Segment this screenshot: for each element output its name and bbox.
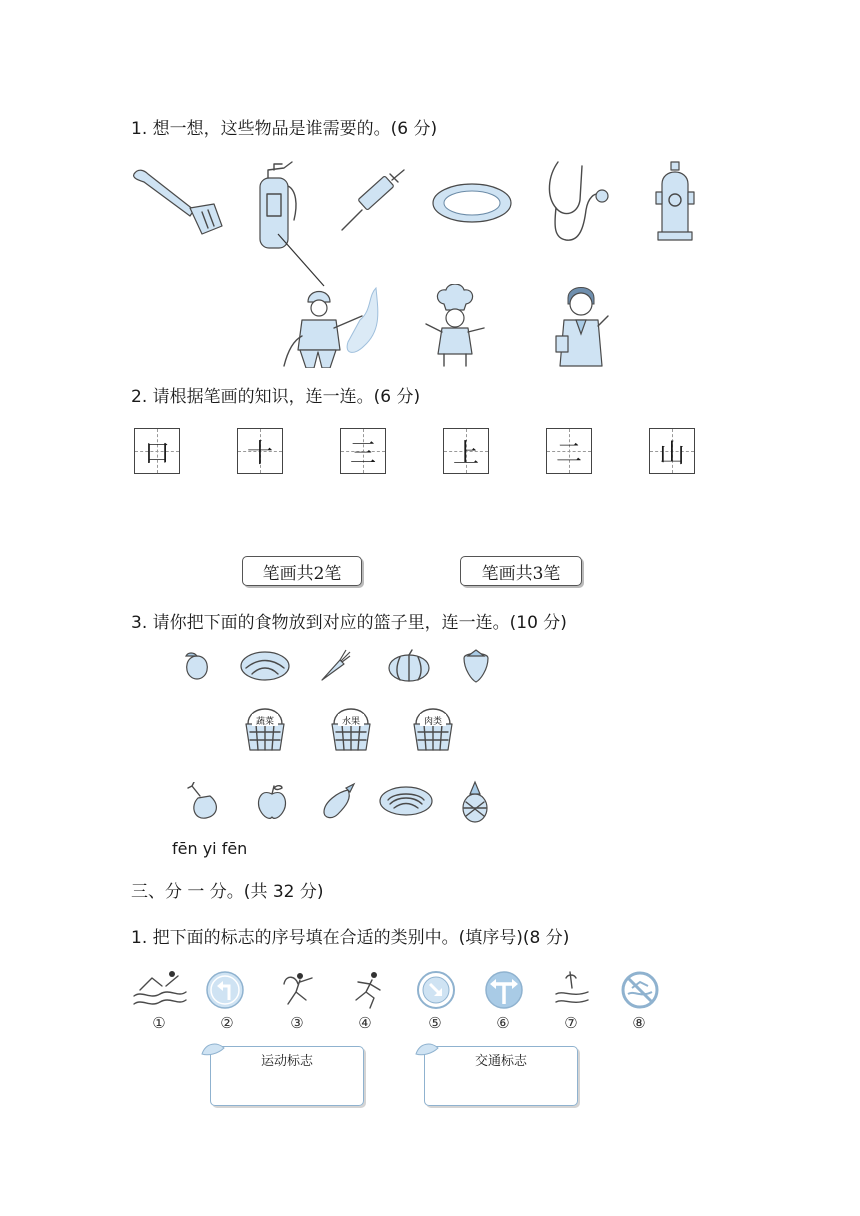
fruit-basket-icon [328, 702, 374, 754]
basket-label: 肉类 [423, 717, 443, 727]
question-3-title: 3. 请你把下面的食物放到对应的篮子里，连一连。(10 分) [131, 613, 567, 633]
pumpkin-icon [386, 648, 432, 684]
strawberry-icon [460, 648, 492, 684]
plate-icon [430, 180, 514, 226]
basket-label: 蔬菜 [255, 717, 275, 727]
fire-hydrant-icon [652, 158, 698, 242]
firefighter-icon [278, 280, 382, 368]
stethoscope-icon [540, 156, 610, 246]
pineapple-icon [458, 780, 492, 824]
syringe-icon [336, 168, 410, 236]
basket-label: 水果 [341, 717, 361, 727]
no-swimming-sign-icon [620, 970, 660, 1010]
character: 山 [658, 438, 685, 469]
doctor-icon [550, 282, 614, 368]
apple-icon [254, 782, 290, 822]
running-sign-icon [348, 970, 388, 1010]
sign-number: ③ [290, 1014, 304, 1032]
carrot-icon [316, 648, 352, 684]
character: 口 [143, 438, 170, 469]
tianzige-box [649, 428, 695, 474]
chicken-leg-icon [184, 782, 222, 822]
stroke-count-2-box[interactable]: 笔画共2笔 [242, 556, 362, 586]
leaf-decoration-icon [414, 1040, 440, 1058]
rhythmic-gymnastics-sign-icon [280, 970, 320, 1010]
tianzige-box [134, 428, 180, 474]
go-straight-or-turn-sign-icon [484, 970, 524, 1010]
sign-number: ⑧ [632, 1014, 646, 1032]
peach-icon [180, 648, 214, 682]
vegetable-basket-icon [242, 702, 288, 754]
keep-right-sign-icon [416, 970, 456, 1010]
swimming-sign-icon [132, 970, 188, 1010]
sports-signs-answer-box[interactable] [210, 1046, 364, 1106]
traffic-signs-answer-box[interactable] [424, 1046, 578, 1106]
sign-number: ① [152, 1014, 166, 1032]
meat-basket-icon [410, 702, 456, 754]
spatula-icon [128, 160, 228, 240]
pinyin-annotation: fēn yi fēn [172, 839, 248, 858]
tianzige-box [237, 428, 283, 474]
character: 上 [452, 438, 479, 469]
cabbage-icon [238, 648, 292, 684]
turn-left-sign-icon [205, 970, 245, 1010]
eggplant-icon [318, 782, 358, 822]
sign-number: ⑤ [428, 1014, 442, 1032]
leaf-decoration-icon [200, 1040, 226, 1058]
stroke-count-3-box[interactable]: 笔画共3笔 [460, 556, 582, 586]
tianzige-box [546, 428, 592, 474]
question-1-title: 1. 想一想，这些物品是谁需要的。(6 分) [131, 119, 438, 139]
chef-icon [420, 284, 490, 368]
category-label: 交通标志 [474, 1054, 527, 1069]
noodle-plate-icon [378, 784, 434, 818]
question-2-title: 2. 请根据笔画的知识，连一连。(6 分) [131, 387, 421, 407]
sign-number: ④ [358, 1014, 372, 1032]
diving-sign-icon [552, 968, 592, 1012]
character: 十 [246, 438, 273, 469]
section-3-heading: 三、分 一 分。(共 32 分) [131, 882, 324, 902]
tianzige-box [443, 428, 489, 474]
section-3-question-1-title: 1. 把下面的标志的序号填在合适的类别中。(填序号)(8 分) [131, 928, 570, 948]
category-label: 运动标志 [260, 1054, 313, 1069]
sign-number: ⑥ [496, 1014, 510, 1032]
character: 三 [349, 438, 376, 469]
sign-number: ② [220, 1014, 234, 1032]
tianzige-box [340, 428, 386, 474]
character: 二 [555, 438, 582, 469]
sign-number: ⑦ [564, 1014, 578, 1032]
